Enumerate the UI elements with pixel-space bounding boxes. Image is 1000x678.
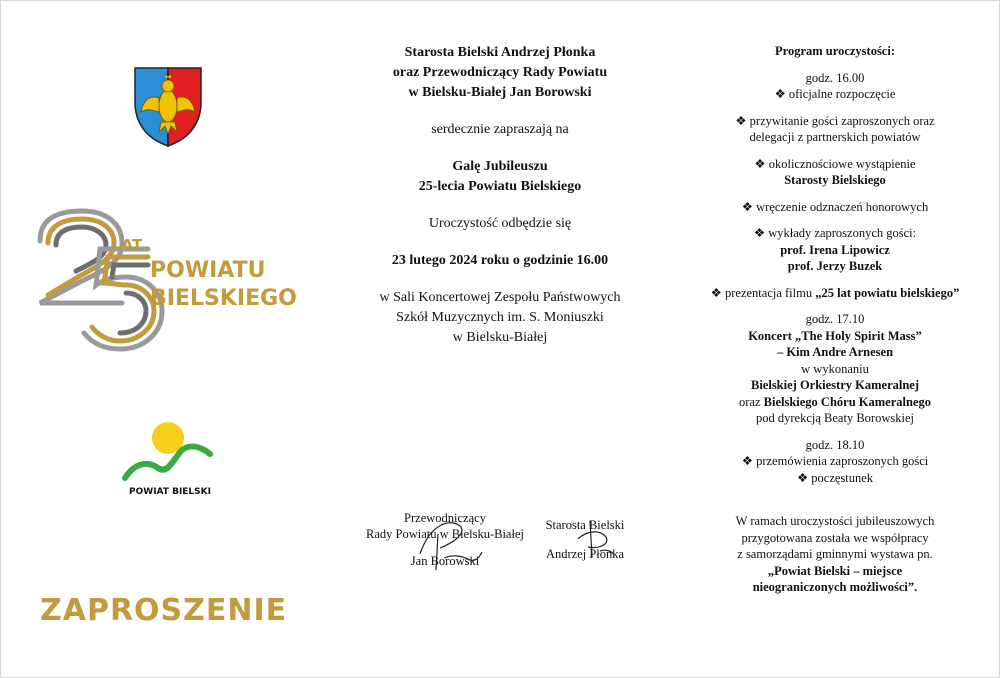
chairman-line-2: Rady Powiatu w Bielsku-Białej: [366, 527, 524, 541]
choir-line: [690, 394, 980, 411]
program-title: Program uroczystości:: [775, 44, 895, 58]
chairman-line-3: Jan Borowski: [410, 554, 480, 568]
starosta-signature: [530, 517, 640, 562]
middle-column: [340, 43, 660, 348]
host-line-2: oraz Przewodniczący Rady Powiatu: [392, 65, 608, 80]
concert-line-1: Koncert „The Holy Spirit Mass”: [748, 328, 922, 343]
lecturer-2: prof. Jerzy Buzek: [787, 259, 883, 273]
exhibition-title-1: „Powiat Bielski – miejsce: [767, 563, 903, 578]
event-line-1: Galę Jubileuszu: [452, 159, 548, 174]
starosta-line-2: Andrzej Płonka: [545, 547, 625, 561]
exhibition-title-2: nieograniczonych możliwości”.: [752, 580, 918, 594]
item-welcome-2: delegacji z partnerskich powiatów: [749, 130, 921, 144]
logo-line1-text: POWIATU: [150, 258, 266, 283]
ceremony-text: Uroczystość odbędzie się: [428, 216, 572, 231]
powiat-logo-label: POWIAT BIELSKI: [129, 487, 211, 497]
item-guest-speeches: ❖ przemówienia zaproszonych gości: [741, 454, 929, 468]
item-film-prefix: ❖ prezentacja filmu: [710, 285, 816, 300]
orchestra: Bielskiej Orkiestry Kameralnej: [750, 378, 920, 392]
exhibition-line-2: przygotowana została we współpracy: [741, 530, 929, 545]
time-2: godz. 17.10: [805, 312, 865, 326]
powiat-bielski-logo: [120, 420, 220, 490]
performed-by: w wykonaniu: [801, 361, 869, 376]
host-line-3: w Bielsku-Białej Jan Borowski: [408, 85, 592, 100]
venue-line-3: w Bielsku-Białej: [452, 330, 548, 345]
item-refreshments: ❖ poczęstunek: [796, 470, 874, 485]
time-1: godz. 16.00: [805, 70, 865, 85]
chairman-signature: [360, 510, 530, 569]
coat-of-arms-icon: [133, 66, 203, 148]
left-column: [0, 0, 330, 678]
item-film: [690, 285, 980, 302]
exhibition-line-3: z samorządami gminnymi wystawa pn.: [737, 547, 933, 561]
item-film-title: „25 lat powiatu bielskiego”: [815, 285, 960, 300]
conductor: pod dyrekcją Beaty Borowskiej: [756, 411, 914, 425]
venue-line-1: w Sali Koncertowej Zespołu Państwowych: [379, 290, 621, 305]
item-welcome-1: ❖ przywitanie gości zaproszonych oraz: [735, 113, 935, 128]
venue-line-2: Szkół Muzycznych im. S. Moniuszki: [396, 310, 604, 325]
time-3: godz. 18.10: [805, 437, 865, 452]
right-column: [690, 43, 980, 596]
date-text: 23 lutego 2024 roku o godzinie 16.00: [391, 253, 609, 268]
logo-line2-text: BIELSKIEGO: [150, 286, 297, 311]
exhibition-line-1: W ramach uroczystości jubileuszowych: [735, 514, 935, 528]
lecturer-1: prof. Irena Lipowicz: [780, 242, 890, 257]
choir: Bielskiego Chóru Kameralnego: [763, 394, 931, 409]
item-lectures: ❖ wykłady zaproszonych gości:: [753, 226, 917, 240]
item-awards: ❖ wręczenie odznaczeń honorowych: [741, 199, 929, 214]
invitation-title: ZAPROSZENIE: [40, 593, 288, 628]
item-opening: ❖ oficjalne rozpoczęcie: [774, 87, 896, 101]
chairman-handwritten-signature: [410, 514, 490, 574]
choir-prefix: oraz: [739, 394, 764, 409]
anniversary-logo: [30, 205, 310, 355]
host-line-1: Starosta Bielski Andrzej Płonka: [404, 45, 596, 60]
concert-line-2: – Kim Andre Arnesen: [776, 345, 894, 359]
item-speech: ❖ okolicznościowe wystąpienie: [754, 156, 916, 171]
event-line-2: 25-lecia Powiatu Bielskiego: [418, 179, 582, 194]
starosta-handwritten-signature: [560, 517, 620, 561]
chairman-line-1: Przewodniczący: [404, 511, 486, 525]
logo-lat-text: LAT: [112, 236, 143, 254]
item-speech-who: Starosty Bielskiego: [784, 173, 886, 187]
invite-text: serdecznie zapraszają na: [431, 122, 569, 137]
starosta-line-1: Starosta Bielski: [545, 518, 625, 532]
